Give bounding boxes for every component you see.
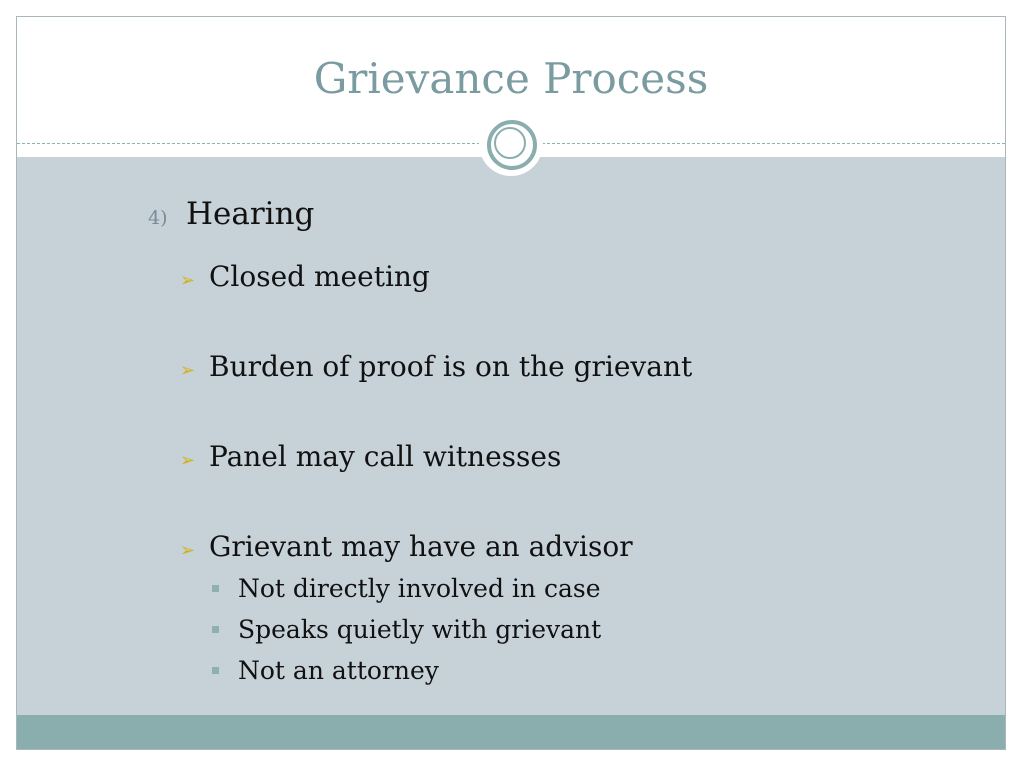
bullet-text: Burden of proof is on the grievant — [209, 350, 693, 383]
sub-bullet-item — [212, 615, 601, 644]
sub-bullet-text: Not directly involved in case — [238, 574, 601, 603]
square-bullet-icon — [212, 585, 219, 592]
bullet-text: Grievant may have an advisor — [209, 530, 633, 563]
square-bullet-icon — [212, 667, 219, 674]
bullet-text: Closed meeting — [209, 260, 430, 293]
chevron-right-icon: ➢ — [180, 270, 196, 291]
bullet-item — [180, 440, 561, 473]
item-number: 4) — [148, 207, 168, 229]
bullet-item — [180, 350, 692, 383]
item-label: Hearing — [186, 196, 315, 232]
square-bullet-icon — [212, 626, 219, 633]
bullet-item — [180, 530, 633, 563]
slide-title: Grievance Process — [313, 54, 709, 103]
sub-bullet-text: Speaks quietly with grievant — [238, 615, 602, 644]
bullet-text: Panel may call witnesses — [209, 440, 562, 473]
ornament-ring — [487, 120, 537, 170]
bullet-item — [180, 260, 430, 293]
ornament-inner-ring — [494, 127, 526, 159]
chevron-right-icon: ➢ — [180, 450, 196, 471]
chevron-right-icon: ➢ — [180, 540, 196, 561]
circle-ornament-icon — [479, 112, 543, 176]
chevron-right-icon: ➢ — [180, 360, 196, 381]
sub-bullet-item — [212, 574, 601, 603]
sub-bullet-item — [212, 656, 439, 685]
numbered-item — [148, 196, 314, 232]
sub-bullet-text: Not an attorney — [238, 656, 439, 685]
footer-bar — [17, 715, 1005, 749]
